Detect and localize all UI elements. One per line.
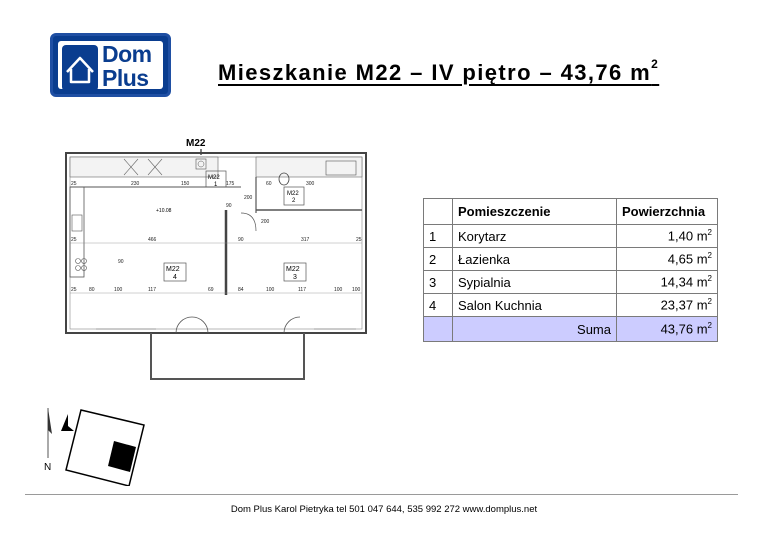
dim-label: 317: [301, 237, 310, 243]
room3-code: M22: [286, 266, 300, 273]
level-marker: +10.08: [156, 208, 172, 214]
dim-label: 84: [238, 287, 244, 293]
sum-area-sup: 2: [707, 321, 712, 331]
page-title: [218, 56, 660, 86]
table-row: [424, 294, 718, 317]
dim-label: 175: [226, 181, 235, 187]
row-area: 4,65 m: [667, 251, 708, 267]
room3-num: 3: [293, 274, 297, 281]
row-name: Łazienka: [453, 248, 617, 271]
row-area-sup: 2: [707, 251, 712, 261]
row-area: 23,37 m: [660, 297, 708, 313]
row-area: 1,40 m: [667, 228, 708, 244]
dim-label: 100: [334, 287, 343, 293]
dim-label: 200: [261, 219, 270, 225]
dim-label: 300: [306, 181, 315, 187]
dim-label: 100: [352, 287, 361, 293]
sum-area-cell: [617, 317, 718, 342]
row-area-sup: 2: [707, 297, 712, 307]
dim-label: 100: [266, 287, 275, 293]
row-area-cell: [617, 271, 718, 294]
room1-code: M22: [208, 175, 220, 181]
sum-area: 43,76 m: [660, 321, 708, 337]
header-area: Powierzchnia: [617, 199, 718, 225]
room4-code: M22: [166, 266, 180, 273]
sum-num: [424, 317, 453, 342]
row-area-cell: [617, 225, 718, 248]
dim-label: 466: [148, 237, 157, 243]
table-sum-row: [424, 317, 718, 342]
dim-label: 117: [148, 287, 156, 293]
dim-label: 80: [89, 287, 95, 293]
unit-label: M22: [186, 138, 206, 149]
table-row: [424, 271, 718, 294]
row-num: 4: [424, 294, 453, 317]
dim-label: 90: [238, 237, 244, 243]
dim-label: 90: [118, 259, 124, 265]
dimension-labels: [71, 181, 362, 293]
table-row: [424, 225, 718, 248]
dim-label: 25: [71, 237, 77, 243]
dim-label: 200: [244, 195, 253, 201]
logo-line1: Dom: [102, 41, 152, 67]
table-header-row: [424, 199, 718, 225]
header-room: Pomieszczenie: [453, 199, 617, 225]
title-text: Mieszkanie M22 – IV piętro – 43,76 m: [218, 60, 652, 85]
room1-num: 1: [214, 182, 218, 188]
row-area-sup: 2: [707, 228, 712, 238]
row-area-sup: 2: [707, 274, 712, 284]
dim-label: 60: [266, 181, 272, 187]
dim-label: 25: [71, 287, 77, 293]
floor-plan: [56, 135, 376, 385]
dim-label: 100: [114, 287, 123, 293]
row-num: 1: [424, 225, 453, 248]
row-name: Salon Kuchnia: [453, 294, 617, 317]
header-num: [424, 199, 453, 225]
dim-label: 69: [208, 287, 214, 293]
dim-label: 25: [71, 181, 77, 187]
row-num: 2: [424, 248, 453, 271]
room4-num: 4: [173, 274, 177, 281]
row-num: 3: [424, 271, 453, 294]
dim-label: 117: [298, 287, 306, 293]
north-label: N: [44, 462, 52, 473]
sum-label: Suma: [453, 317, 617, 342]
row-name: Sypialnia: [453, 271, 617, 294]
table-row: [424, 248, 718, 271]
logo-inner: [58, 41, 163, 89]
room2-code: M22: [287, 191, 299, 197]
orientation-diagram: [38, 404, 148, 486]
row-area: 14,34 m: [660, 274, 708, 290]
logo-line2: Plus: [102, 65, 149, 91]
dim-label: 150: [181, 181, 190, 187]
row-area-cell: [617, 294, 718, 317]
house-icon: [62, 45, 98, 91]
dim-label: 230: [131, 181, 140, 187]
dom-plus-logo: [50, 33, 171, 97]
balcony: [151, 333, 304, 379]
row-name: Korytarz: [453, 225, 617, 248]
title-sup: 2: [651, 56, 660, 71]
dim-label: 25: [356, 237, 362, 243]
room2-num: 2: [292, 198, 296, 204]
dim-label: 90: [226, 203, 232, 209]
rooms-table: [423, 198, 718, 342]
logo-text: [102, 42, 152, 90]
row-area-cell: [617, 248, 718, 271]
footer-contact: Dom Plus Karol Pietryka tel 501 047 644, 535 992 272 www.domplus.net: [230, 504, 538, 515]
footer-divider: [25, 494, 738, 495]
